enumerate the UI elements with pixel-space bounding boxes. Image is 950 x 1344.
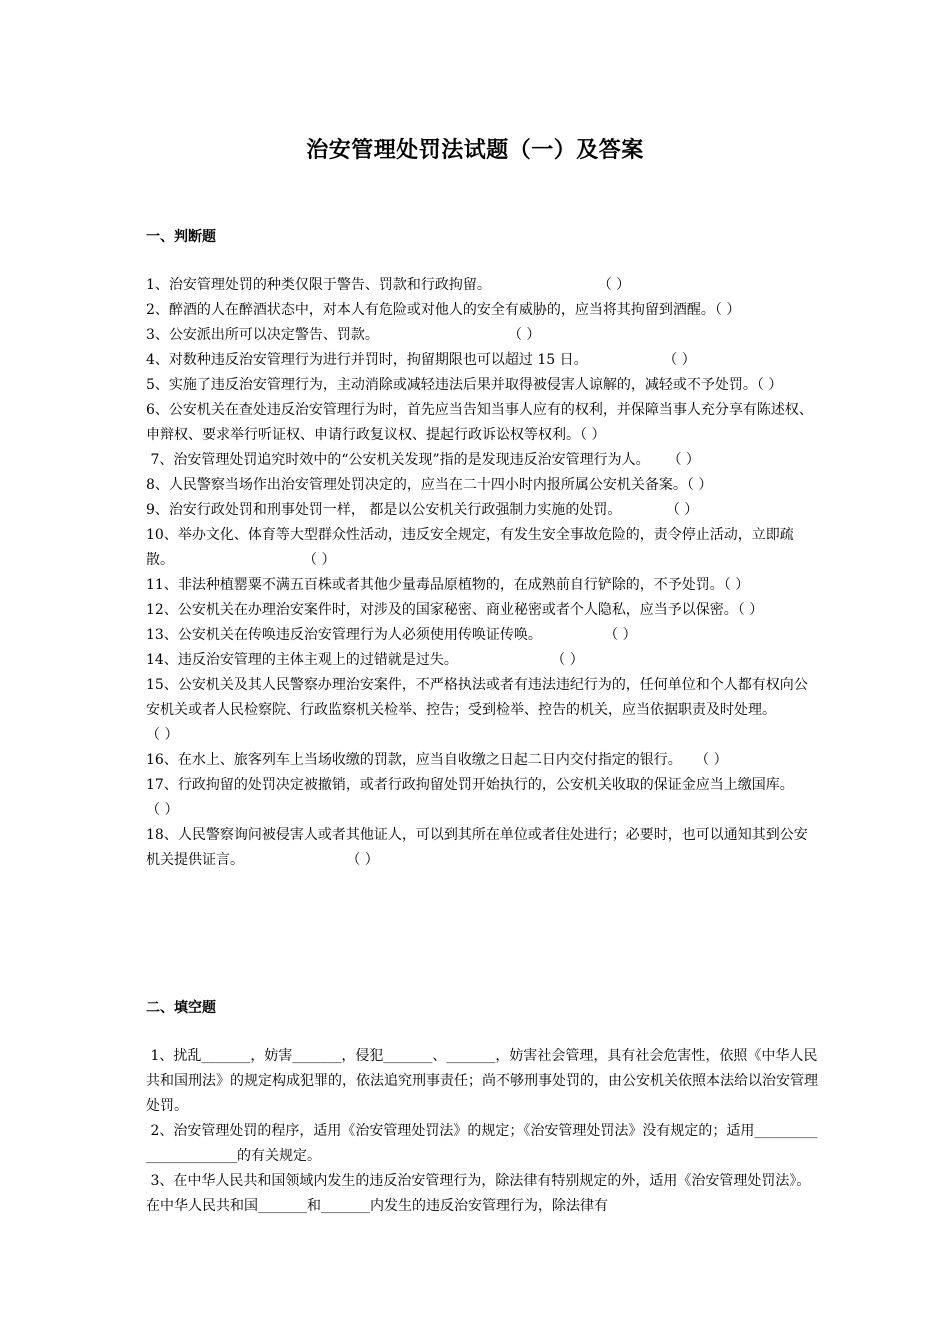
fill-blank-question-list bbox=[146, 1044, 818, 1219]
fill-blank-question-1: 1、扰乱_______，妨害_______，侵犯_______、_______，妨害社会管理，具有社会危害性，依照《中华人民共和国刑法》的规定构成犯罪的，依法追究刑事责任；尚不够刑事处罚的，由公安机关依照本法给以治安管理处罚。 bbox=[146, 1048, 818, 1114]
section-heading-judgment: 一、判断题 bbox=[146, 229, 216, 245]
section-heading-fill-blank: 二、填空题 bbox=[146, 1000, 216, 1016]
fill-blank-question-2: 2、治安管理处罚的程序，适用《治安管理处罚法》的规定；《治安管理处罚法》没有规定的；适用______________________的有关规定。 bbox=[146, 1123, 818, 1164]
judgment-question-6: 6、公安机关在查处违反治安管理行为时，首先应当告知当事人应有的权利，并保障当事人充分享有陈述权、申辩权、要求举行听证权、申请行政复议权、提起行政诉讼权等权利。（ ） bbox=[146, 402, 813, 443]
judgment-question-2: 2、醉酒的人在醉酒状态中，对本人有危险或对他人的安全有威胁的，应当将其拘留到酒醒。（ ） bbox=[146, 302, 741, 318]
judgment-question-18: 18、人民警察询问被侵害人或者其他证人，可以到其所在单位或者住处进行；必要时，也可以通知其到公安机关提供证言。 （ ） bbox=[146, 827, 808, 868]
judgment-question-14: 14、违反治安管理的主体主观上的过错就是过失。 （ ） bbox=[146, 652, 584, 668]
document-title: 治安管理处罚法试题（一）及答案 bbox=[306, 138, 644, 163]
judgment-question-1: 1、治安管理处罚的种类仅限于警告、罚款和行政拘留。 （ ） bbox=[146, 277, 631, 293]
judgment-question-7: 7、治安管理处罚追究时效中的“公安机关发现”指的是发现违反治安管理行为人。 （ ） bbox=[146, 452, 700, 468]
judgment-question-12: 12、公安机关在办理治安案件时，对涉及的国家秘密、商业秘密或者个人隐私，应当予以保密。（ ） bbox=[146, 602, 764, 618]
judgment-question-8: 8、人民警察当场作出治安管理处罚决定的，应当在二十四小时内报所属公安机关备案。（ ） bbox=[146, 477, 713, 493]
judgment-question-15: 15、公安机关及其人民警察办理治安案件，不严格执法或者有违法违纪行为的，任何单位和个人都有权向公安机关或者人民检察院、行政监察机关检举、控告；受到检举、控告的机关，应当依据职责及时处理。 （ ） bbox=[146, 677, 919, 743]
judgment-question-3: 3、公安派出所可以决定警告、罚款。 （ ） bbox=[146, 327, 541, 343]
judgment-question-10: 10、举办文化、体育等大型群众性活动，违反安全规定，有发生安全事故危险的，责令停止活动，立即疏散。 （ ） bbox=[146, 527, 794, 568]
judgment-question-11: 11、非法种植罂粟不满五百株或者其他少量毒品原植物的，在成熟前自行铲除的，不予处罚。（ ） bbox=[146, 577, 750, 593]
judgment-question-16: 16、在水上、旅客列车上当场收缴的罚款，应当自收缴之日起二日内交付指定的银行。 （ ） bbox=[146, 752, 728, 768]
judgment-question-17: 17、行政拘留的处罚决定被撤销，或者行政拘留处罚开始执行的，公安机关收取的保证金应当上缴国库。 （ ） bbox=[146, 777, 928, 818]
judgment-question-5: 5、实施了违反治安管理行为，主动消除或减轻违法后果并取得被侵害人谅解的，减轻或不予处罚。（ ） bbox=[146, 377, 783, 393]
judgment-question-4: 4、对数种违反治安管理行为进行并罚时，拘留期限也可以超过 15 日。 （ ） bbox=[146, 352, 696, 368]
fill-blank-question-3: 3、在中华人民共和国领域内发生的违反治安管理行为，除法律有特别规定的外，适用《治安管理处罚法》。在中华人民共和国_______和_______内发生的违反治安管理行为，除法律有 bbox=[146, 1173, 811, 1214]
judgment-question-13: 13、公安机关在传唤违反治安管理行为人必须使用传唤证传唤。 （ ） bbox=[146, 627, 637, 643]
judgment-question-list bbox=[146, 273, 928, 873]
judgment-question-9: 9、治安行政处罚和刑事处罚一样， 都是以公安机关行政强制力实施的处罚。 （ ） bbox=[146, 502, 699, 518]
